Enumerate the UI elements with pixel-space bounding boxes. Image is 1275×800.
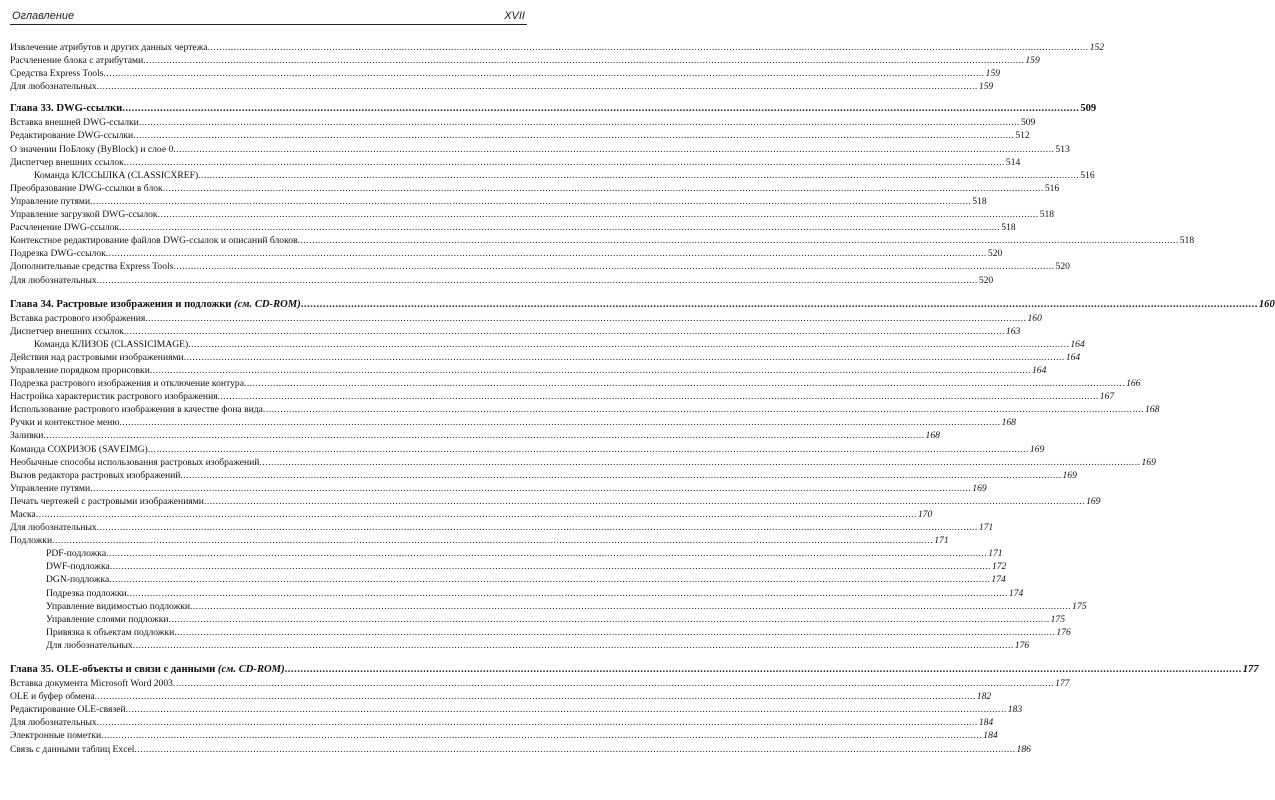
toc-entry-page-number: 174	[1008, 587, 1024, 599]
dot-leader	[90, 482, 971, 495]
toc-entry[interactable]	[10, 613, 1066, 626]
toc-entry-page-number: 520	[1055, 261, 1070, 273]
toc-entry-page-number: 509	[1020, 117, 1036, 129]
toc-entry-page-number: 174	[991, 574, 1006, 586]
toc-entry-title: О значении ПоБлоку (ByBlock) и слое 0	[10, 143, 174, 155]
toc-entry-title: Для любознательных	[10, 522, 97, 534]
toc-entry-page-number: 168	[1001, 417, 1016, 429]
toc-entry[interactable]	[10, 729, 998, 742]
toc-entry-title: PDF-подложка	[46, 548, 107, 560]
dot-leader	[145, 312, 1026, 325]
toc-entry-title: Ручки и контекстное меню	[10, 417, 120, 429]
toc-entry-page-number: 159	[1025, 55, 1040, 67]
toc-entry[interactable]	[10, 534, 949, 547]
dot-leader	[148, 443, 1029, 456]
toc-entry[interactable]	[10, 443, 1045, 456]
toc-entry-page-number: 176	[1056, 626, 1071, 638]
dot-leader	[97, 521, 978, 534]
toc-entry-title: Вставка документа Microsoft Word 2003	[10, 678, 173, 690]
toc-entry[interactable]	[10, 677, 1070, 690]
toc-entry[interactable]	[10, 521, 994, 534]
toc-entry[interactable]	[10, 221, 1016, 234]
dot-leader	[97, 716, 978, 729]
toc-entry-title: Команда КЛССЫЛКА (CLASSICXREF)	[34, 169, 199, 181]
dot-leader	[180, 469, 1061, 482]
dot-leader	[122, 102, 1079, 116]
toc-entry-page-number: 167	[1099, 391, 1115, 403]
toc-entry[interactable]	[10, 208, 1055, 221]
toc-entry[interactable]	[10, 169, 1095, 182]
toc-entry-title: Средства Express Tools	[10, 68, 104, 80]
toc-entry-page-number: 169	[1086, 495, 1101, 507]
toc-entry-page-number: 186	[1016, 743, 1031, 755]
dot-leader	[110, 560, 991, 573]
toc-entry[interactable]	[10, 703, 1023, 716]
toc-entry-title: Команда СОХРИЗОБ (SAVEIMG)	[10, 443, 148, 455]
running-header	[10, 6, 527, 25]
chapter-title	[10, 298, 301, 312]
dot-leader	[119, 221, 1000, 234]
toc-entry-title: Маска	[10, 509, 36, 520]
toc-entry[interactable]	[10, 560, 1007, 573]
dot-leader	[109, 573, 990, 586]
header-page-number: XVII	[504, 10, 525, 22]
chapter-title	[10, 102, 122, 116]
dot-leader	[127, 587, 1008, 600]
dot-leader	[133, 129, 1014, 142]
toc-entry-page-number: 164	[1065, 351, 1081, 363]
toc-entry-page-number: 164	[1070, 338, 1085, 350]
toc-entry-title: Редактирование OLE-связей	[10, 704, 126, 716]
dot-leader	[298, 234, 1179, 247]
dot-leader	[169, 613, 1050, 626]
toc-entry-title: Для любознательных	[10, 717, 97, 729]
dot-leader	[184, 351, 1065, 364]
dot-leader	[106, 547, 987, 560]
dot-leader	[158, 208, 1039, 221]
toc-entry[interactable]	[10, 182, 1060, 195]
toc-entry-page-number: 176	[1014, 639, 1030, 651]
toc-entry-title: OLE и буфер обмена	[10, 691, 95, 703]
toc-entry-title: Извлечение атрибутов и других данных чертежа	[10, 42, 208, 53]
toc-entry[interactable]	[10, 116, 1036, 129]
dot-leader	[134, 743, 1015, 756]
toc-entry-page-number: 152	[1089, 42, 1105, 53]
dot-leader	[173, 260, 1054, 273]
dot-leader	[173, 677, 1054, 690]
toc-entry[interactable]	[10, 547, 1003, 560]
toc-entry[interactable]	[10, 364, 1047, 377]
toc-entry-page-number: 518	[1039, 209, 1055, 221]
chapter-title-text: Глава 34. Растровые изображения и подложки	[10, 298, 235, 310]
toc-entry[interactable]	[10, 482, 987, 495]
toc-entry[interactable]	[10, 156, 1021, 169]
dot-leader	[36, 508, 917, 521]
chapter-page-number: 177	[1242, 664, 1259, 676]
dot-leader	[143, 54, 1024, 67]
toc-entry[interactable]	[10, 377, 1141, 390]
dot-leader	[218, 390, 1099, 403]
toc-entry[interactable]	[10, 80, 994, 93]
dot-leader	[101, 729, 982, 742]
toc-entry-page-number: 171	[934, 535, 949, 547]
toc-entry-title: Вставка растрового изображения	[10, 312, 146, 324]
toc-entry-title: DGN-подложка	[46, 574, 110, 586]
toc-entry[interactable]	[10, 390, 1115, 403]
toc-entry-page-number: 516	[1044, 182, 1060, 194]
toc-entry-title: Команда КЛИЗОБ (CLASSICIMAGE)	[34, 338, 189, 350]
toc-entry[interactable]	[10, 247, 1003, 260]
dot-leader	[198, 169, 1079, 182]
dot-leader	[173, 143, 1054, 156]
toc-entry-title: Контекстное редактирование файлов DWG-ссылок и описаний блоков	[10, 235, 298, 247]
toc-entry[interactable]	[10, 573, 1006, 586]
dot-leader	[150, 364, 1031, 377]
toc-entry[interactable]	[10, 495, 1101, 508]
dot-leader	[285, 663, 1242, 677]
toc-entry-title: Управление слоями подложки	[46, 613, 169, 625]
dot-leader	[124, 156, 1005, 169]
dot-leader	[52, 534, 933, 547]
toc-entry[interactable]	[10, 508, 933, 521]
toc-entry-title: DWF-подложка	[46, 561, 110, 573]
toc-entry-title: Расчленение DWG-ссылок	[10, 222, 120, 234]
toc-entry-page-number: 169	[1141, 456, 1156, 468]
toc-entry-title: Настройка характеристик растрового изображения	[10, 391, 218, 403]
dot-leader	[174, 626, 1055, 639]
dot-leader	[90, 195, 971, 208]
dot-leader	[97, 80, 978, 93]
dot-leader	[104, 67, 985, 80]
dot-leader	[133, 639, 1014, 652]
dot-leader	[119, 416, 1000, 429]
toc-entry-page-number: 514	[1005, 156, 1021, 168]
dot-leader	[208, 41, 1089, 54]
toc-entry-page-number: 513	[1055, 143, 1070, 155]
toc-entry-title: Для любознательных	[46, 639, 133, 651]
toc-entry-page-number: 164	[1031, 364, 1047, 376]
toc-entry[interactable]	[10, 274, 994, 287]
toc-entry[interactable]	[10, 626, 1071, 639]
toc-entry-page-number: 160	[1027, 312, 1042, 324]
toc-entry[interactable]	[10, 234, 1195, 247]
toc-entry-title: Для любознательных	[10, 81, 97, 93]
toc-entry[interactable]	[10, 129, 1030, 142]
table-of-contents	[10, 41, 1275, 756]
toc-entry-title: Вставка внешней DWG-ссылки	[10, 117, 139, 129]
toc-entry-title: Преобразование DWG-ссылки в блок	[10, 182, 163, 194]
toc-entry-page-number: 518	[1001, 222, 1016, 234]
toc-entry-title: Диспетчер внешних ссылок	[10, 325, 124, 337]
chapter-heading[interactable]	[10, 663, 1259, 677]
toc-entry-page-number: 168	[925, 430, 940, 442]
toc-entry-title: Дополнительные средства Express Tools	[10, 261, 174, 273]
toc-entry-title: Подрезка растрового изображения и отключение контура	[10, 378, 244, 390]
toc-entry-title: Использование растрового изображения в качестве фона вида	[10, 404, 263, 416]
toc-entry[interactable]	[10, 195, 987, 208]
toc-entry-page-number: 520	[978, 274, 994, 286]
toc-entry-title: Привязка к объектам подложки	[46, 626, 175, 638]
dot-leader	[126, 703, 1007, 716]
toc-entry[interactable]	[10, 690, 992, 703]
chapter-note: (см. CD-ROM)	[234, 298, 301, 310]
dot-leader	[188, 338, 1069, 351]
toc-entry-page-number: 175	[1050, 613, 1066, 625]
toc-entry-page-number: 520	[987, 248, 1003, 260]
toc-entry-page-number: 171	[988, 548, 1003, 560]
dot-leader	[259, 456, 1140, 469]
toc-entry-title: Управление путями	[10, 482, 91, 494]
toc-entry-page-number: 169	[1029, 443, 1045, 455]
chapter-title-text: Глава 35. OLE-объекты и связи с данными	[10, 664, 218, 676]
header-title: Оглавление	[12, 10, 75, 22]
toc-entry[interactable]	[10, 41, 1105, 54]
toc-entry-title: Подрезка DWG-ссылок	[10, 248, 106, 260]
toc-entry-title: Управление загрузкой DWG-ссылок	[10, 209, 158, 221]
toc-entry[interactable]	[10, 338, 1085, 351]
toc-entry-title: Управление порядком прорисовки	[10, 364, 150, 376]
dot-leader	[97, 274, 978, 287]
toc-entry-title: Расчленение блока с атрибутами	[10, 55, 144, 67]
toc-entry-title: Электронные пометки	[10, 730, 102, 742]
dot-leader	[95, 690, 976, 703]
dot-leader	[204, 495, 1085, 508]
toc-entry-page-number: 172	[991, 561, 1007, 573]
toc-entry-title: Управление путями	[10, 195, 91, 207]
toc-entry-page-number: 518	[972, 195, 987, 207]
toc-entry[interactable]	[10, 312, 1042, 325]
toc-entry-page-number: 168	[1145, 404, 1160, 416]
toc-entry[interactable]	[10, 743, 1031, 756]
toc-entry-title: Для любознательных	[10, 274, 97, 286]
toc-entry-page-number: 170	[917, 509, 933, 520]
toc-entry-page-number: 163	[1005, 325, 1021, 337]
chapter-note: (см. CD-ROM)	[217, 664, 285, 676]
toc-entry-title: Редактирование DWG-ссылки	[10, 130, 134, 142]
toc-entry-page-number: 169	[972, 482, 987, 494]
toc-entry-title: Связь с данными таблиц Excel	[10, 743, 135, 755]
toc-entry-page-number: 166	[1126, 378, 1141, 390]
toc-entry[interactable]	[10, 260, 1070, 273]
toc-entry-page-number: 183	[1007, 704, 1023, 716]
toc-entry-title: Подложки	[10, 535, 53, 547]
dot-leader	[139, 116, 1020, 129]
toc-entry-title: Действия над растровыми изображениями	[10, 351, 184, 363]
chapter-heading[interactable]	[10, 298, 1275, 312]
toc-entry-title: Вызов редактора растровых изображений	[10, 469, 181, 481]
dot-leader	[263, 403, 1144, 416]
toc-entry[interactable]	[10, 67, 1001, 80]
toc-entry-title: Управление видимостью подложки	[46, 600, 190, 612]
toc-entry-page-number: 169	[1062, 469, 1077, 481]
toc-entry[interactable]	[10, 469, 1077, 482]
dot-leader	[43, 429, 924, 442]
toc-entry-title: Подрезка подложки	[46, 587, 127, 599]
toc-entry[interactable]	[10, 600, 1087, 613]
toc-entry[interactable]	[10, 587, 1024, 600]
dot-leader	[106, 247, 987, 260]
toc-entry[interactable]	[10, 325, 1021, 338]
chapter-heading[interactable]	[10, 102, 1097, 116]
toc-entry-title: Необычные способы использования растровых изображений	[10, 456, 260, 468]
toc-entry[interactable]	[10, 54, 1040, 67]
toc-entry[interactable]	[10, 143, 1070, 156]
toc-entry-page-number: 177	[1055, 678, 1070, 690]
chapter-title-text: Глава 33. DWG-ссылки	[10, 103, 123, 115]
toc-entry[interactable]	[10, 456, 1156, 469]
toc-entry[interactable]	[10, 351, 1081, 364]
toc-entry-page-number: 512	[1015, 130, 1030, 142]
toc-entry[interactable]	[10, 416, 1016, 429]
toc-entry-page-number: 182	[976, 691, 992, 703]
dot-leader	[163, 182, 1044, 195]
dot-leader	[124, 325, 1005, 338]
toc-entry[interactable]	[10, 403, 1160, 416]
dot-leader	[244, 377, 1125, 390]
dot-leader	[301, 298, 1258, 312]
toc-entry-title: Заливки	[10, 430, 44, 442]
toc-entry-page-number: 518	[1179, 235, 1195, 247]
toc-entry-page-number: 159	[985, 68, 1001, 80]
toc-entry-page-number: 184	[983, 730, 998, 742]
toc-entry-page-number: 175	[1072, 600, 1087, 612]
toc-entry-page-number: 516	[1080, 169, 1095, 181]
toc-entry-page-number: 171	[978, 522, 994, 534]
toc-entry-page-number: 184	[978, 717, 994, 729]
toc-entry[interactable]	[10, 429, 940, 442]
toc-entry-page-number: 159	[978, 81, 994, 93]
toc-entry[interactable]	[10, 716, 994, 729]
toc-entry-title: Печать чертежей с растровыми изображениями	[10, 495, 204, 507]
toc-entry-title: Диспетчер внешних ссылок	[10, 156, 124, 168]
chapter-page-number: 160	[1258, 298, 1275, 310]
toc-entry[interactable]	[10, 639, 1030, 652]
chapter-page-number: 509	[1080, 103, 1097, 115]
chapter-title	[10, 663, 285, 677]
dot-leader	[190, 600, 1071, 613]
